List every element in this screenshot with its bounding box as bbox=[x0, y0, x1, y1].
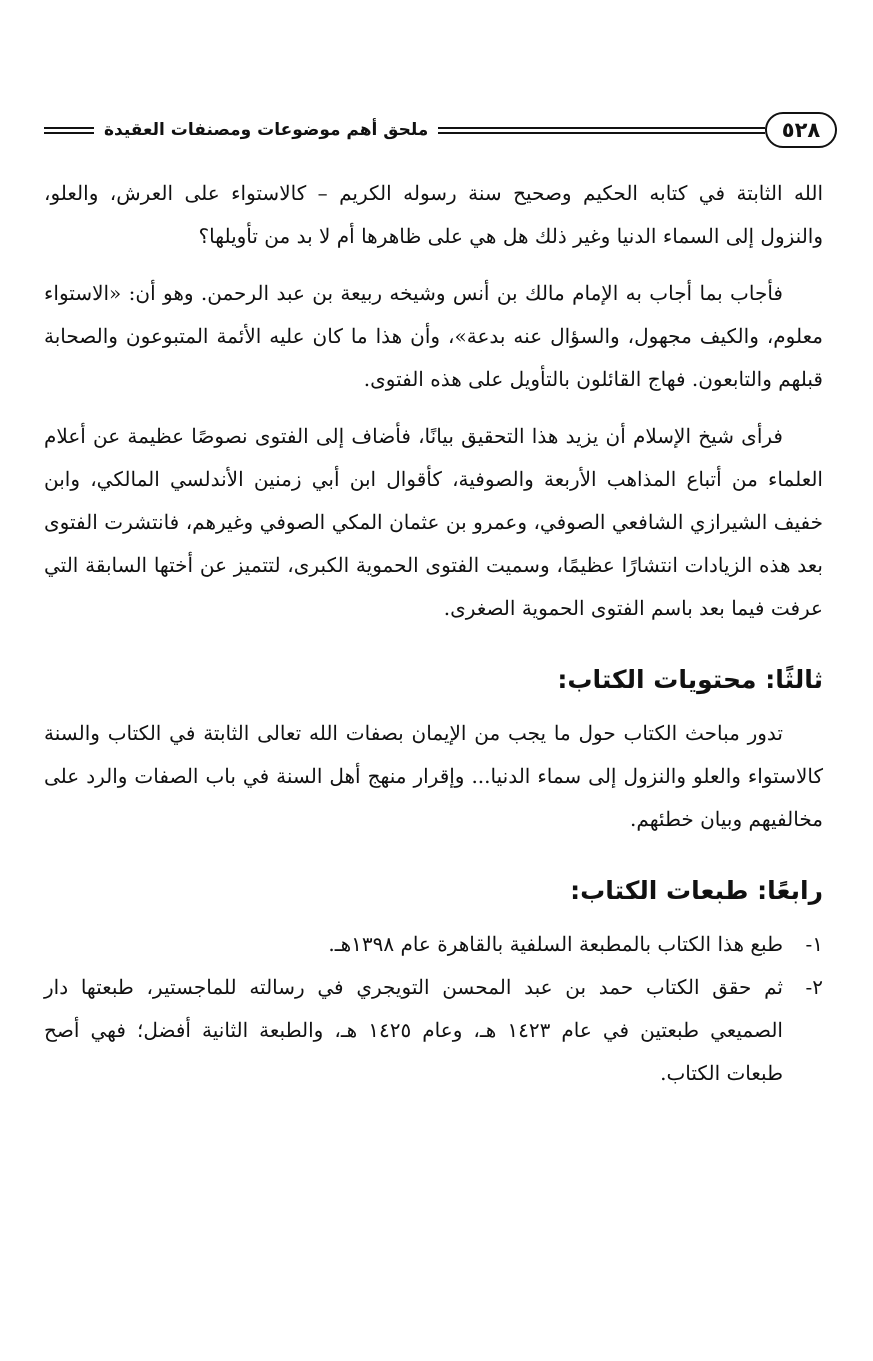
heading-book-contents bbox=[44, 658, 823, 702]
heading-book-editions-separator: : bbox=[757, 876, 768, 905]
page-number: ٥٢٨ bbox=[765, 112, 837, 148]
edition-item bbox=[44, 923, 823, 966]
running-header bbox=[44, 110, 837, 150]
heading-book-editions-text: طبعات الكتاب: bbox=[570, 876, 749, 905]
header-rule-left bbox=[44, 127, 94, 134]
header-title: ملحق أهم موضوعات ومصنفات العقيدة bbox=[104, 120, 429, 140]
edition-item-number: ٢- bbox=[805, 975, 823, 999]
heading-book-editions-ordinal: رابعًا bbox=[767, 876, 823, 905]
heading-book-contents-text: محتويات الكتاب: bbox=[557, 665, 757, 694]
paragraph-malik-answer: فأجاب بما أجاب به الإمام مالك بن أنس وشيخه ربيعة بن عبد الرحمن. وهو أن: «الاستواء معلوم، والكيف مجهول، والسؤال عنه بدعة»، وأن هذا ما كان عليه الأئمة المتبوعون والصحابة قبلهم والتابعون. فهاج القائلون بالتأويل على هذه الفتوى. bbox=[44, 281, 823, 391]
heading-book-contents-separator: : bbox=[765, 665, 776, 694]
header-rule-right bbox=[438, 127, 765, 134]
heading-book-editions bbox=[44, 869, 823, 913]
paragraph-fatwa-expansion: فرأى شيخ الإسلام أن يزيد هذا التحقيق بيانًا، فأضاف إلى الفتوى نصوصًا عظيمة عن أعلام العلماء من أتباع المذاهب الأربعة والصوفية، كأقوال ابن أبي زمنين الأندلسي المالكي، وابن خفيف الشيرازي الشافعي الصوفي، وعمرو بن عثمان المكي الصوفي وغيرهم، فانتشرت الفتوى بعد هذه الزيادات انتشارًا عظيمًا، وسميت الفتوى الحموية الكبرى، لتتميز عن أختها السابقة التي عرفت فيما بعد باسم الفتوى الحموية الصغرى. bbox=[44, 424, 823, 620]
editions-list bbox=[44, 923, 823, 1095]
paragraph-continued: الله الثابتة في كتابه الحكيم وصحيح سنة رسوله الكريم – كالاستواء على العرش، والعلو، والنزول إلى السماء الدنيا وغير ذلك هل هي على ظاهرها أم لا بد من تأويلها؟ bbox=[44, 181, 823, 248]
paragraph-book-contents: تدور مباحث الكتاب حول ما يجب من الإيمان بصفات الله تعالى الثابتة في الكتاب والسنة كالاستواء والعلو والنزول إلى سماء الدنيا... وإقرار منهج أهل السنة في باب الصفات والرد على مخالفيهم وبيان خطئهم. bbox=[44, 721, 823, 831]
heading-book-contents-ordinal: ثالثًا bbox=[775, 665, 823, 694]
page-content bbox=[44, 172, 823, 1095]
edition-item-number: ١- bbox=[805, 932, 823, 956]
edition-item-text: ثم حقق الكتاب حمد بن عبد المحسن التويجري في رسالته للماجستير، طبعتها دار الصميعي طبعتين في عام ١٤٢٣ هـ، وعام ١٤٢٥ هـ، والطبعة الثانية أفضل؛ فهي أصح طبعات الكتاب. bbox=[44, 975, 783, 1085]
edition-item-text: طبع هذا الكتاب بالمطبعة السلفية بالقاهرة عام ١٣٩٨هـ. bbox=[328, 932, 783, 956]
edition-item bbox=[44, 966, 823, 1095]
